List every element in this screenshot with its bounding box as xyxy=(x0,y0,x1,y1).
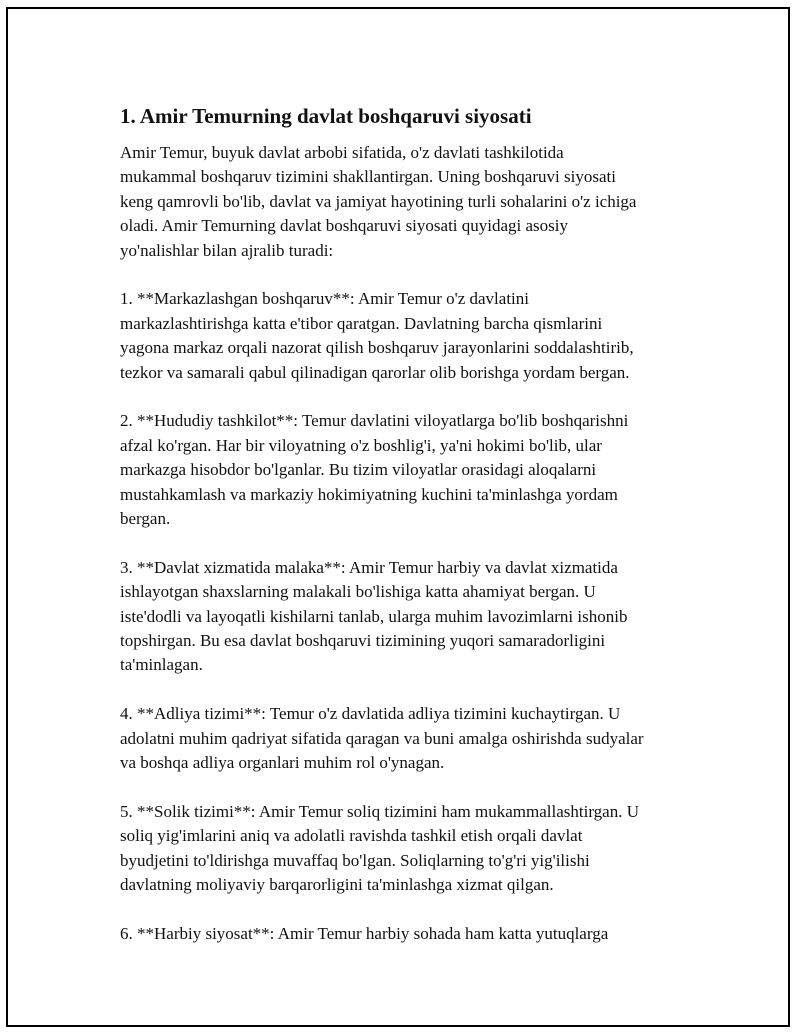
text-line: tezkor va samarali qabul qilinadigan qarorlar olib borishga yordam bergan. xyxy=(120,362,630,382)
paragraph-spacer xyxy=(120,898,710,922)
text-line: 1. **Markazlashgan boshqaruv**: Amir Temur o'z davlatini xyxy=(120,289,529,309)
text-line: adolatni muhim qadriyat sifatida qaragan va buni amalga oshirishda sudyalar xyxy=(120,728,644,748)
list-item-tax-system xyxy=(120,800,710,898)
document-title: 1. Amir Temurning davlat boshqaruvi siyosati xyxy=(120,104,532,128)
paragraph-spacer xyxy=(120,776,710,800)
page-frame xyxy=(6,7,790,1027)
text-line: 3. **Davlat xizmatida malaka**: Amir Temur harbiy va davlat xizmatida xyxy=(120,557,618,577)
text-line: 5. **Solik tizimi**: Amir Temur soliq tizimini ham mukammallashtirgan. U xyxy=(120,801,640,821)
text-line: mukammal boshqaruv tizimini shakllantirgan. Uning boshqaruvi siyosati xyxy=(120,167,616,187)
text-line: davlatning moliyaviy barqarorligini ta'minlashga xizmat qilgan. xyxy=(120,875,554,895)
paragraph-spacer xyxy=(120,678,710,702)
document-body xyxy=(120,101,710,946)
intro-paragraph xyxy=(120,141,710,263)
text-line: oladi. Amir Temurning davlat boshqaruvi siyosati quyidagi asosiy xyxy=(120,216,569,236)
list-item-military-policy xyxy=(120,922,710,946)
list-item-civil-service xyxy=(120,556,710,678)
text-line: 2. **Hududiy tashkilot**: Temur davlatini viloyatlarga bo'lib boshqarishni xyxy=(120,411,629,431)
paragraph-spacer xyxy=(120,263,710,287)
text-line: markazlashtirishga katta e'tibor qaratgan. Davlatning barcha qismlarini xyxy=(120,313,603,333)
text-line: soliq yig'imlarini aniq va adolatli ravishda tashkil etish orqali davlat xyxy=(120,826,583,846)
list-item-justice-system xyxy=(120,702,710,775)
text-line: 6. **Harbiy siyosat**: Amir Temur harbiy sohada ham katta yutuqlarga xyxy=(120,923,609,943)
text-line: bergan. xyxy=(120,509,171,529)
text-line: yagona markaz orqali nazorat qilish boshqaruv jarayonlarini soddalashtirib, xyxy=(120,338,634,358)
text-line: afzal ko'rgan. Har bir viloyatning o'z boshlig'i, ya'ni hokimi bo'lib, ular xyxy=(120,435,602,455)
paragraph-spacer xyxy=(120,385,710,409)
paragraph-spacer xyxy=(120,531,710,555)
text-line: Amir Temur, buyuk davlat arbobi sifatida, o'z davlati tashkilotida xyxy=(120,143,564,162)
text-line: ta'minlagan. xyxy=(120,655,203,675)
list-item-centralized-governance xyxy=(120,287,710,385)
text-line: topshirgan. Bu esa davlat boshqaruvi tizimining yuqori samaradorligini xyxy=(120,631,606,651)
text-line: markazga hisobdor bo'lganlar. Bu tizim viloyatlar orasidagi aloqalarni xyxy=(120,460,597,480)
text-line: ishlayotgan shaxslarning malakali bo'lishiga katta ahamiyat bergan. U xyxy=(120,582,596,602)
text-line: mustahkamlash va markaziy hokimiyatning kuchini ta'minlashga yordam xyxy=(120,484,618,504)
text-line: yo'nalishlar bilan ajralib turadi: xyxy=(120,240,334,260)
text-line: keng qamrovli bo'lib, davlat va jamiyat hayotining turli sohalarini o'z ichiga xyxy=(120,191,637,211)
text-line: iste'dodli va layoqatli kishilarni tanlab, ularga muhim lavozimlarni ishonib xyxy=(120,606,628,626)
text-line: byudjetini to'ldirishga muvaffaq bo'lgan. Soliqlarning to'g'ri yig'ilishi xyxy=(120,850,590,870)
text-line: 4. **Adliya tizimi**: Temur o'z davlatida adliya tizimini kuchaytirgan. U xyxy=(120,704,621,724)
list-item-territorial-organization xyxy=(120,409,710,531)
text-line: va boshqa adliya organlari muhim rol o'ynagan. xyxy=(120,753,445,773)
